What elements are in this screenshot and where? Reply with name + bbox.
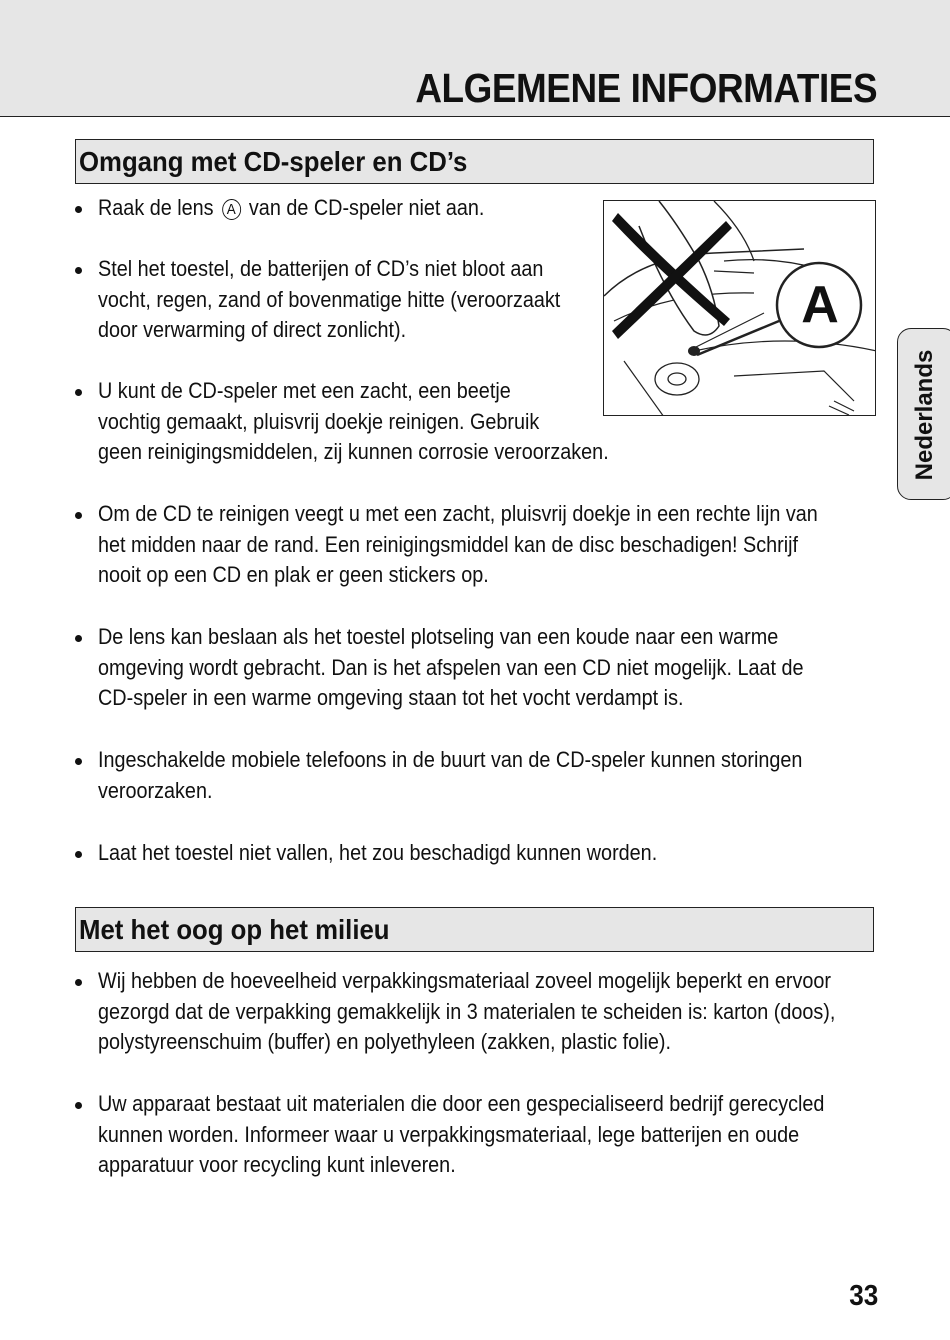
bullet-dot	[75, 635, 82, 642]
bullet-text: Wij hebben de hoeveelheid verpakkingsmateriaal zoveel mogelijk beperkt en ervoor gezorgd dat de verpakking gemakkelijk in 3 materialen te scheiden is: karton (doos), polystyreenschuim (buffer) en polyethyleen (zakken, plastic folie).	[98, 968, 836, 1054]
section-heading-text: Omgang met CD-speler en CD’s	[79, 146, 468, 177]
bullet-dot	[75, 206, 82, 213]
bullet-text: Om de CD te reinigen veegt u met een zacht, pluisvrij doekje in een rechte lijn van het midden naar de rand. Een reinigingsmiddel kan de disc beschadigen! Schrijf nooit op een CD en plak er geen stickers op.	[98, 501, 818, 587]
lens-marker-a: A	[222, 199, 241, 220]
language-tab	[897, 328, 950, 500]
bullet-dot	[75, 1102, 82, 1109]
bullet-text: Uw apparaat bestaat uit materialen die door een gespecialiseerd bedrijf gerecycled kunnen worden. Informeer waar u verpakkingsmateriaal, lege batterijen en oude apparatuur voor recycling kunt inleveren.	[98, 1091, 825, 1177]
section-heading-handling	[75, 139, 874, 184]
bullet-dot	[75, 851, 82, 858]
cd-player-lens-illustration	[603, 200, 876, 416]
bullet-text: Stel het toestel, de batterijen of CD’s niet bloot aan vocht, regen, zand of bovenmatige hitte (veroorzaakt door verwarming of direct zonlicht).	[98, 256, 561, 342]
section-heading-text: Met het oog op het milieu	[79, 914, 390, 945]
bullet-text: Raak de lens A van de CD-speler niet aan.	[98, 195, 485, 220]
bullet-dot	[75, 512, 82, 519]
bullet-dot	[75, 389, 82, 396]
bullet-dot	[75, 979, 82, 986]
bullet-text: De lens kan beslaan als het toestel plotseling van een koude naar een warme omgeving wordt gebracht. Dan is het afspelen van een CD niet mogelijk. Laat de CD-speler in een warme omgeving staan tot het vocht verdampt is.	[98, 624, 804, 710]
language-tab-label: Nederlands	[911, 349, 938, 481]
page-number: 33	[848, 1280, 878, 1312]
page-title: ALGEMENE INFORMATIES	[415, 65, 877, 111]
bullet-text: U kunt de CD-speler met een zacht, een beetje vochtig gemaakt, pluisvrij doekje reinigen. Gebruik geen reinigingsmiddelen, zij kunnen corrosie veroorzaken.	[98, 378, 609, 464]
callout-label-a: A	[801, 276, 839, 334]
bullet-dot	[75, 758, 82, 765]
section-heading-environment	[75, 907, 874, 952]
bullet-text: Ingeschakelde mobiele telefoons in de buurt van de CD-speler kunnen storingen veroorzaken.	[98, 747, 803, 803]
bullet-dot	[75, 267, 82, 274]
bullet-text: Laat het toestel niet vallen, het zou beschadigd kunnen worden.	[98, 840, 658, 865]
